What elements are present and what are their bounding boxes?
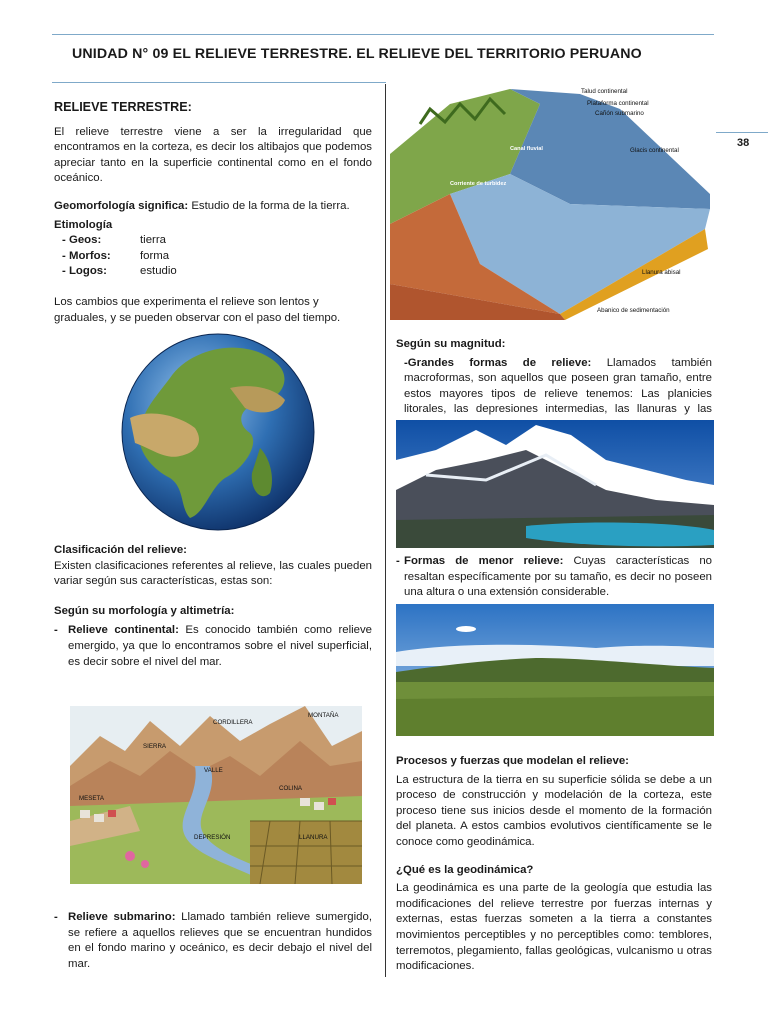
label-depresion: DEPRESIÓN	[194, 834, 231, 841]
etymology-term: - Logos:	[62, 265, 107, 278]
bullet-dash: -	[54, 911, 58, 923]
left-column	[54, 100, 372, 326]
label-corriente: Corriente de turbidez	[450, 181, 507, 187]
label-canon: Cañón submarino	[595, 110, 644, 117]
etimologia-heading: Etimología	[54, 218, 113, 231]
etymology-meaning: tierra	[140, 234, 166, 247]
relieve-continental-body: Es conocido también como relieve emergido, ya que lo encontramos sobre el nivel superficial, es decir sobre el nivel del mar.	[68, 624, 372, 668]
procesos-heading: Procesos y fuerzas que modelan el relieve:	[396, 755, 629, 767]
relieve-continental-text	[68, 623, 372, 670]
page-number-rule	[716, 132, 768, 133]
label-llanura-abisal: Llanura abisal	[642, 269, 681, 276]
geodinamica-paragraph: La geodinámica es una parte de la geología que estudia las modificaciones del relieve terrestre por fuerzas internas y externas, estas fuerzas someten a la tierra a constantes movimientos perceptibles y no perceptibles como: temblores, terremotos, plegamiento, fallas geológicas, vulcanismo u otras modificaciones.	[396, 882, 712, 973]
label-meseta: MESETA	[79, 795, 104, 802]
etymology-meaning: forma	[140, 249, 170, 262]
label-abanico: Abanico de sedimentación	[597, 307, 670, 314]
column-divider	[385, 84, 386, 977]
left-column-bottom	[54, 910, 372, 972]
formas-menor-body: Cuyas características no resaltan específicamente por su tamaño, es decir no poseen una altura o una extensión considerable.	[404, 555, 712, 599]
label-plataforma: Plataforma continental	[587, 100, 649, 107]
landscape-illustration	[70, 706, 362, 884]
geodinamica-heading: ¿Qué es la geodinámica?	[396, 863, 534, 876]
bullet-relieve-continental	[54, 623, 372, 670]
label-colina: COLINA	[279, 785, 303, 792]
label-glacis: Glacis continental	[630, 147, 679, 154]
morfologia-heading: Según su morfología y altimetría:	[54, 604, 235, 617]
relieve-submarino-text	[68, 910, 372, 972]
etymology-row	[54, 249, 372, 265]
earth-globe-image	[110, 328, 326, 534]
etymology-term: - Morfos:	[62, 249, 111, 262]
label-montana: MONTAÑA	[308, 712, 339, 719]
cambios-paragraph: Los cambios que experimenta el relieve son lentos y graduales, y se pueden observar con el paso del tiempo.	[54, 295, 341, 324]
clasificacion-heading: Clasificación del relieve:	[54, 544, 187, 556]
formas-menor-text	[404, 554, 712, 601]
etymology-row	[54, 233, 372, 249]
label-cordillera: CORDILLERA	[213, 719, 253, 726]
geomorfologia-line	[54, 199, 372, 215]
geomorfologia-label: Geomorfología significa:	[54, 199, 189, 212]
bullet-formas-menor	[396, 554, 712, 601]
page-number: 38	[737, 137, 750, 149]
label-talud: Talud continental	[581, 88, 628, 95]
etymology-row	[54, 264, 372, 280]
bullet-dash: -	[396, 555, 400, 567]
label-canal: Canal fluvial	[510, 146, 543, 152]
left-column-lower	[54, 543, 372, 670]
geomorfologia-text: Estudio de la forma de la tierra.	[188, 199, 350, 212]
relieve-submarino-body: Llamado también relieve sumergido, se refiere a aquellos relieves que se encuentran hundidos en el fondo marino y oceánico, es decir debajo el nivel del mar.	[68, 911, 372, 970]
page-title: UNIDAD N° 09 EL RELIEVE TERRESTRE. EL RELIEVE DEL TERRITORIO PERUANO	[72, 46, 642, 62]
relieve-continental-label: Relieve continental:	[68, 624, 179, 637]
snow-mountain-photo	[396, 420, 714, 548]
ocean-floor-diagram	[390, 84, 715, 320]
label-llanura: LLANURA	[299, 834, 328, 841]
magnitud-heading: Según su magnitud:	[396, 338, 506, 350]
relieve-submarino-label: Relieve submarino:	[68, 911, 176, 923]
etymology-list	[54, 233, 372, 280]
bullet-relieve-submarino	[54, 910, 372, 972]
header-top-rule	[52, 34, 714, 35]
procesos-paragraph: La estructura de la tierra en su superficie sólida se debe a un proceso de construcción y modelación de la corteza, este proceso tiene sus inicios desde el momento de la formación del planeta. A estos cambios evolutivos científicamente se le conoce como geodinámica.	[396, 773, 712, 848]
label-valle: VALLE	[204, 767, 223, 774]
right-column-lower	[396, 754, 712, 975]
bullet-dash: -	[54, 624, 58, 637]
intro-paragraph: El relieve terrestre viene a ser la irregularidad que encontramos en la corteza, es decir los altibajos que podemos apreciar tanto en la superficie continental como en el fondo oceánico.	[54, 125, 372, 185]
section-heading-relieve: RELIEVE TERRESTRE:	[54, 100, 192, 114]
grandes-formas-body: Llamados también macroformas, son aquellos que poseen gran tamaño, entre estos mayores tipos de relieve tenemos: Las planicies litorales, las depresiones intermedias, las llanuras y las	[404, 356, 713, 416]
hill-plain-photo	[396, 604, 714, 736]
etymology-meaning: estudio	[140, 265, 177, 278]
right-column-mid	[396, 554, 712, 601]
formas-menor-label: Formas de menor relieve:	[404, 555, 564, 567]
clasificacion-paragraph: Existen clasificaciones referentes al relieve, las cuales pueden variar según sus características, estas son:	[54, 559, 372, 588]
grandes-formas-label: -Grandes formas de relieve:	[404, 356, 592, 369]
etymology-term: - Geos:	[62, 234, 102, 247]
label-sierra: SIERRA	[143, 743, 167, 750]
header-bottom-rule	[52, 82, 386, 83]
